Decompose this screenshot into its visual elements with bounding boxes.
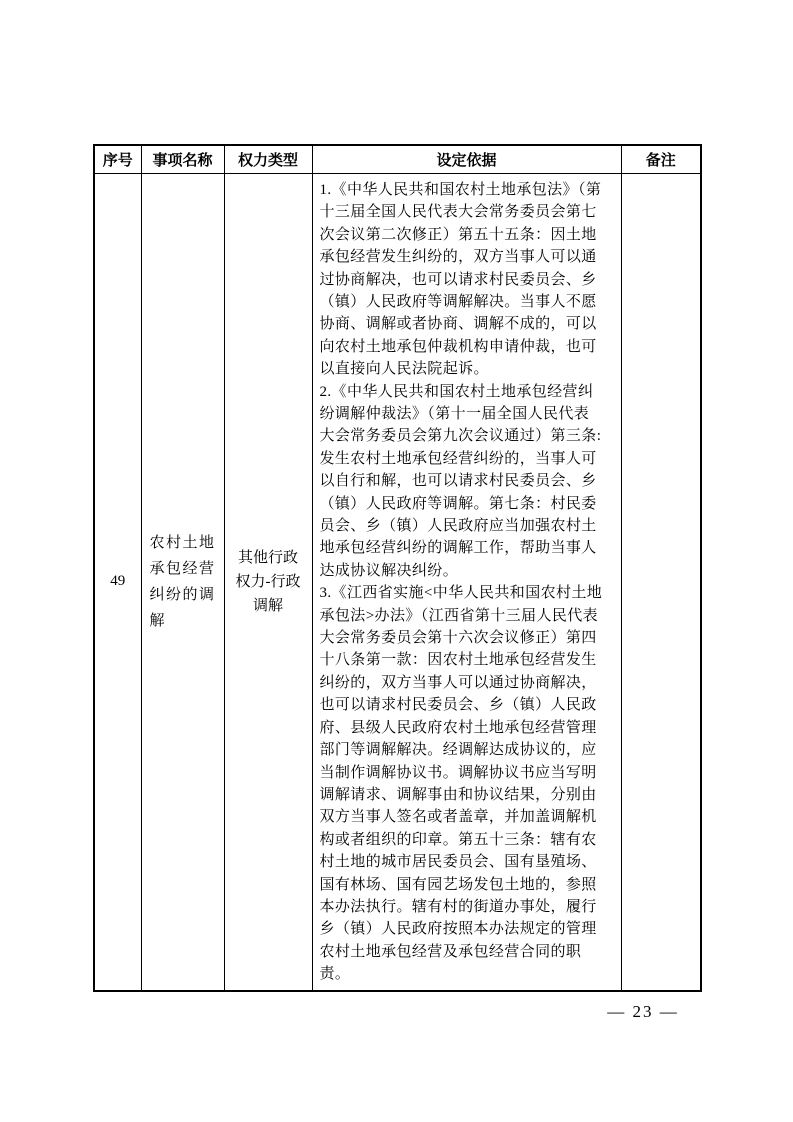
basis-text-line: 发生农村土地承包经营纠纷的，当事人可 (319, 450, 597, 467)
basis-text-line: 协商、调解或者协商、调解不成的，可以 (319, 316, 597, 333)
basis-text-line: 大会常务委员会第十六次会议修正）第四 (319, 630, 597, 647)
basis-text-line: 过协商解决，也可以请求村民委员会、乡 (319, 271, 597, 288)
basis-text-line: 十八条第一款：因农村土地承包经营发生 (319, 652, 597, 669)
item-name: 农村土地承包经营纠纷的调解 (149, 534, 216, 629)
header-serial-number: 序号 (94, 145, 141, 173)
basis-text-line: 达成协议解决纠纷。 (319, 562, 459, 579)
basis-text-line: 也可以请求村民委员会、乡（镇）人民政 (319, 697, 597, 714)
basis-text-line: 纠纷的，双方当事人可以通过协商解决， (319, 674, 597, 691)
basis-text-line: 调解请求、调解事由和协议结果，分别由 (319, 786, 597, 803)
basis-text-line: （镇）人民政府等调解。第七条：村民委 (319, 495, 597, 512)
basis-text-line: 构或者组织的印章。第五十三条：辖有农 (319, 831, 597, 848)
header-item-name: 事项名称 (141, 145, 224, 173)
basis-text-line: （镇）人民政府等调解解决。当事人不愿 (319, 293, 597, 310)
basis-text-line: 部门等调解解决。经调解达成协议的，应 (319, 742, 597, 759)
serial-number: 49 (110, 573, 126, 590)
power-type: 其他行政权力-行政调解 (235, 549, 301, 614)
basis-text-line: 本办法执行。辖有村的街道办事处，履行 (319, 898, 597, 915)
basis-text-line: 村土地的城市居民委员会、国有垦殖场、 (319, 854, 597, 871)
basis-text-line: 以自行和解，也可以请求村民委员会、乡 (319, 473, 597, 490)
item-name-cell (141, 173, 224, 991)
basis-text-line: 承包法>办法》（江西省第十三届人民代表 (319, 607, 599, 624)
power-type-cell (224, 173, 312, 991)
basis-text-line: 1.《中华人民共和国农村土地承包法》（第 (319, 181, 602, 198)
basis-text-line: 以直接向人民法院起诉。 (319, 361, 489, 378)
header-remarks: 备注 (621, 145, 701, 173)
basis-text-line: 纷调解仲裁法》（第十一届全国人民代表 (319, 406, 590, 422)
basis-text-line: 当制作调解协议书。调解协议书应当写明 (319, 764, 597, 781)
basis-text-line: 向农村土地承包仲裁机构申请仲裁，也可 (319, 338, 597, 355)
basis-text-line: 承包经营发生纠纷的，双方当事人可以通 (319, 249, 597, 266)
setting-basis-text (320, 179, 615, 986)
table-row (94, 173, 701, 991)
page-number: — 23 — (607, 1002, 679, 1021)
basis-text-line: 次会议第二次修正）第五十五条：因土地 (319, 226, 597, 243)
basis-text-line: 十三届全国人民代表大会常务委员会第七 (319, 204, 597, 221)
serial-number-cell (94, 173, 141, 991)
header-setting-basis: 设定依据 (312, 145, 621, 173)
basis-text-line: 府、县级人民政府农村土地承包经营管理 (319, 719, 597, 736)
basis-text-line: 地承包经营纠纷的调解工作，帮助当事人 (319, 540, 597, 557)
basis-text-line: 2.《中华人民共和国农村土地承包经营纠 (319, 383, 594, 400)
basis-text-line: 责。 (319, 966, 351, 983)
table-header-row (94, 145, 701, 173)
basis-text-line: 双方当事人签名或者盖章，并加盖调解机 (319, 809, 597, 826)
remarks-cell (621, 173, 701, 991)
basis-text-line: 农村土地承包经营及承包经营合同的职 (319, 943, 582, 960)
basis-text-line: 员会、乡（镇）人民政府应当加强农村土 (319, 518, 597, 535)
header-power-type: 权力类型 (224, 145, 312, 173)
powers-list-table (93, 144, 702, 992)
basis-text-line: 乡（镇）人民政府按照本办法规定的管理 (319, 921, 597, 938)
basis-text-line: 国有林场、国有园艺场发包土地的，参照 (319, 876, 597, 893)
basis-text-line: 3.《江西省实施<中华人民共和国农村土地 (319, 585, 603, 602)
basis-text-line: 大会常务委员会第九次会议通过）第三条: (319, 428, 602, 445)
setting-basis-cell (312, 173, 621, 991)
